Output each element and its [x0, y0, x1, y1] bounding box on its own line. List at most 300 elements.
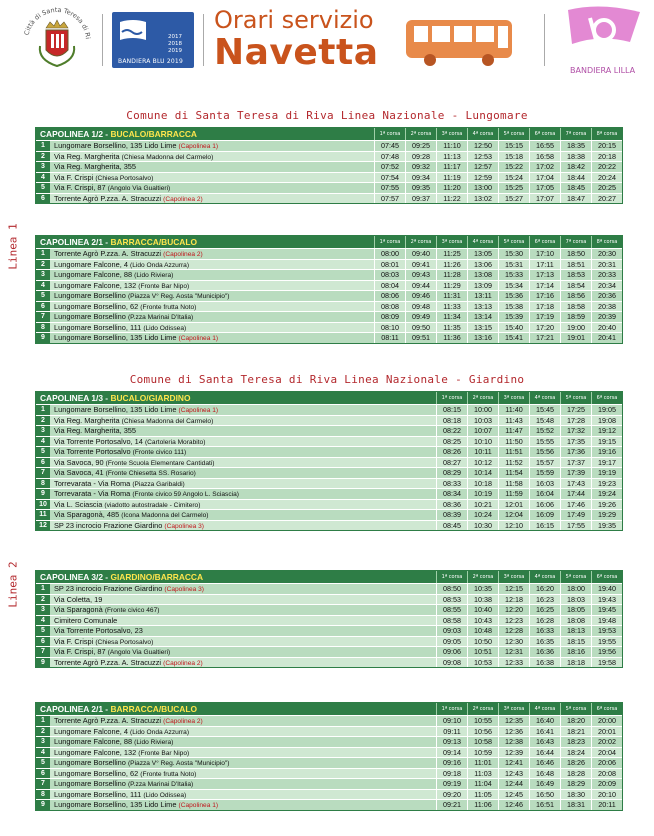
departure-time: 18:18 [560, 658, 591, 668]
departure-time: 17:43 [560, 479, 591, 489]
departure-time: 18:28 [560, 769, 591, 779]
crest-text: Città di Santa Teresa di Ri [22, 6, 92, 40]
table-row [36, 646, 622, 657]
corsa-header: 4ª corsa [467, 128, 498, 140]
stop-label: Lungomare Falcone, 4 [54, 259, 128, 269]
departure-time: 12:33 [498, 658, 529, 668]
stop-note: (Fronte civico 59 Angolo L. Sciascia) [132, 491, 239, 498]
stop-number: 2 [36, 416, 50, 426]
table-row [36, 269, 622, 280]
stop-number: 7 [36, 779, 50, 789]
departure-time: 20:15 [591, 141, 622, 151]
departure-time: 12:01 [498, 500, 529, 510]
table-row [36, 726, 622, 737]
stop-name [50, 141, 374, 151]
city-crest-logo [22, 6, 92, 76]
stop-number: 6 [36, 637, 50, 647]
departure-time: 18:15 [560, 637, 591, 647]
corsa-header: 1ª corsa [436, 392, 467, 404]
capolinea-title [36, 571, 436, 583]
departure-time: 20:38 [591, 302, 622, 312]
departure-time: 20:31 [591, 260, 622, 270]
stop-name [50, 521, 436, 531]
departure-time: 13:11 [467, 291, 498, 301]
departure-time: 07:45 [374, 141, 405, 151]
stop-note: (Lido Odissea) [143, 324, 187, 332]
table-row [36, 446, 622, 457]
corsa-header: 6ª corsa [591, 392, 622, 404]
corsa-header: 2ª corsa [467, 703, 498, 715]
corsa-header: 3ª corsa [498, 571, 529, 583]
stop-label: Lungomare Falcone, 132 [54, 747, 137, 757]
stop-label: Lungomare Borsellino, 135 Lido Lime [54, 405, 177, 414]
departure-time: 11:06 [467, 800, 498, 810]
departure-time: 17:18 [529, 302, 560, 312]
departure-time: 08:33 [436, 479, 467, 489]
capolinea-route: BUCALO/BARRACCA [110, 129, 197, 139]
stop-note: (P.zza Marinai D'Italia) [127, 314, 194, 321]
corsa-header: 1ª corsa [374, 128, 405, 140]
stop-name [50, 647, 436, 657]
departure-time: 15:40 [498, 323, 529, 333]
departure-time: 10:07 [467, 426, 498, 436]
stop-label: SP 23 incrocio Frazione Giardino [54, 584, 163, 593]
departure-time: 16:09 [529, 510, 560, 520]
departure-time: 10:48 [467, 626, 498, 636]
departure-time: 20:11 [591, 800, 622, 810]
departure-time: 08:09 [374, 312, 405, 322]
departure-time: 10:59 [467, 748, 498, 758]
departure-time: 09:13 [436, 737, 467, 747]
departure-time: 09:21 [436, 800, 467, 810]
stop-name [50, 302, 374, 312]
departure-time: 08:26 [436, 447, 467, 457]
departure-time: 11:47 [498, 426, 529, 436]
departure-time: 11:13 [436, 152, 467, 162]
departure-time: 20:02 [591, 737, 622, 747]
departure-time: 10:03 [467, 416, 498, 426]
departure-time: 09:05 [436, 637, 467, 647]
stop-label: Torrente Agrò P.zza. A. Stracuzzi [54, 249, 162, 258]
timetable-1-3 [35, 391, 623, 531]
departure-time: 13:13 [467, 302, 498, 312]
departure-time: 17:05 [529, 183, 560, 193]
table-row [36, 332, 622, 343]
table-row [36, 604, 622, 615]
departure-time: 09:32 [405, 162, 436, 172]
departure-time: 15:30 [498, 249, 529, 259]
stop-note: (Icona Madonna del Carmelo) [121, 512, 209, 519]
timetable-1-2 [35, 127, 623, 204]
departure-time: 08:53 [436, 595, 467, 605]
departure-time: 07:57 [374, 194, 405, 204]
departure-time: 16:43 [529, 737, 560, 747]
departure-time: 18:31 [560, 800, 591, 810]
departure-time: 11:03 [467, 769, 498, 779]
corsa-header: 5ª corsa [498, 128, 529, 140]
stop-label: Torrente Agrò P.zza. A. Stracuzzi [54, 193, 162, 203]
departure-time: 11:19 [436, 173, 467, 183]
departure-time: 15:36 [498, 291, 529, 301]
stop-name [50, 162, 374, 172]
departure-time: 16:15 [529, 521, 560, 531]
stop-note: (Fronte frutta Noto) [140, 770, 197, 778]
stop-label: Lungomare Borsellino, 62 [54, 768, 139, 778]
departure-time: 09:35 [405, 183, 436, 193]
departure-time: 18:13 [560, 626, 591, 636]
departure-time: 20:41 [591, 333, 622, 343]
departure-time: 08:36 [436, 500, 467, 510]
stop-label: Lungomare Falcone, 4 [54, 726, 128, 736]
header [0, 0, 654, 80]
departure-time: 08:45 [436, 521, 467, 531]
stop-label: Via F. Crispi [54, 172, 94, 182]
departure-time: 16:06 [529, 500, 560, 510]
departure-time: 17:55 [560, 521, 591, 531]
departure-time: 18:21 [560, 727, 591, 737]
departure-time: 10:56 [467, 727, 498, 737]
stop-label: Via Torrente Portosalvo, 14 [54, 436, 143, 446]
stop-number: 1 [36, 141, 50, 151]
bandiera-blu-label: BANDIERA BLU 2019 [118, 58, 183, 65]
title-line-1: Orari servizio [214, 6, 374, 34]
departure-time: 16:35 [529, 637, 560, 647]
stop-number: 1 [36, 716, 50, 726]
stop-label: Via Torrente Portosalvo, 23 [54, 626, 143, 635]
capolinea-prefix: CAPOLINEA 2/1 - [40, 704, 109, 714]
departure-time: 17:04 [529, 173, 560, 183]
stop-label: Via L. Sciascia [54, 499, 103, 509]
departure-time: 10:50 [467, 637, 498, 647]
departure-time: 16:20 [529, 584, 560, 594]
departure-time: 08:01 [374, 260, 405, 270]
departure-time: 08:22 [436, 426, 467, 436]
departure-time: 09:06 [436, 647, 467, 657]
table-row [36, 520, 622, 531]
departure-time: 19:55 [591, 637, 622, 647]
stop-label: Lungomare Borsellino [54, 758, 126, 767]
departure-time: 10:14 [467, 468, 498, 478]
stop-name [50, 312, 374, 322]
departure-time: 10:10 [467, 437, 498, 447]
departure-time: 10:51 [467, 647, 498, 657]
stop-name [50, 727, 436, 737]
stop-name [50, 779, 436, 789]
stop-name [50, 595, 436, 605]
departure-time: 15:57 [529, 458, 560, 468]
stop-name [50, 584, 436, 594]
corsa-header: 3ª corsa [498, 392, 529, 404]
stop-number: 9 [36, 800, 50, 810]
capolinea-prefix: CAPOLINEA 1/2 - [40, 129, 109, 139]
departure-time: 08:34 [436, 489, 467, 499]
departure-time: 08:50 [436, 584, 467, 594]
stop-note: (Fronte civico 111) [132, 449, 187, 456]
departure-time: 15:55 [529, 437, 560, 447]
stop-note: (Fronte Scuola Elementare Cantidati) [105, 459, 215, 467]
stop-number: 5 [36, 758, 50, 768]
departure-time: 19:58 [591, 658, 622, 668]
capolinea-title [36, 392, 436, 404]
stop-note: (Fronte Bar Nipo) [138, 282, 190, 290]
stop-number: 2 [36, 727, 50, 737]
departure-time: 19:35 [591, 521, 622, 531]
departure-time: 10:38 [467, 595, 498, 605]
departure-time: 20:00 [591, 716, 622, 726]
table-row [36, 248, 622, 259]
corsa-header: 3ª corsa [436, 128, 467, 140]
corsa-header: 4ª corsa [529, 571, 560, 583]
corsa-header: 6ª corsa [591, 703, 622, 715]
table-row [36, 715, 622, 726]
bandiera-blu-logo [112, 12, 194, 68]
stop-number: 2 [36, 260, 50, 270]
departure-time: 18:53 [560, 270, 591, 280]
departure-time: 07:54 [374, 173, 405, 183]
departure-time: 20:18 [591, 152, 622, 162]
departure-time: 10:00 [467, 405, 498, 415]
table-row [36, 151, 622, 162]
departure-time: 12:50 [467, 141, 498, 151]
departure-time: 12:44 [498, 779, 529, 789]
departure-time: 15:22 [498, 162, 529, 172]
stop-note: (Cartoleria Morabito) [144, 438, 206, 446]
departure-time: 08:15 [436, 405, 467, 415]
departure-time: 17:10 [529, 249, 560, 259]
departure-time: 12:20 [498, 605, 529, 615]
stop-number: 5 [36, 183, 50, 193]
stop-number: 3 [36, 605, 50, 615]
bandiera-blu-years: 2017 2018 2019 [168, 34, 182, 54]
departure-time: 20:25 [591, 183, 622, 193]
stop-name [50, 790, 436, 800]
departure-time: 20:06 [591, 758, 622, 768]
stop-name [50, 458, 436, 468]
stop-note: (Lido Riviera) [134, 272, 174, 279]
departure-time: 10:24 [467, 510, 498, 520]
stop-name [50, 510, 436, 520]
departure-time: 12:31 [498, 647, 529, 657]
departure-time: 09:16 [436, 758, 467, 768]
departure-time: 16:25 [529, 605, 560, 615]
departure-time: 09:50 [405, 323, 436, 333]
table-row [36, 322, 622, 333]
departure-time: 10:35 [467, 584, 498, 594]
stop-name [50, 447, 436, 457]
departure-time: 18:50 [560, 249, 591, 259]
departure-time: 08:00 [374, 249, 405, 259]
departure-time: 18:54 [560, 281, 591, 291]
table-row [36, 789, 622, 800]
departure-time: 18:24 [560, 748, 591, 758]
departure-time: 07:52 [374, 162, 405, 172]
stop-label: Via Sparagonà [54, 605, 103, 614]
departure-time: 12:30 [498, 637, 529, 647]
stop-label: Via Torrente Portosalvo [54, 447, 131, 456]
capolinea-prefix: CAPOLINEA 1/3 - [40, 393, 109, 403]
stop-label: Via Reg. Margherita [54, 151, 120, 161]
table-row [36, 615, 622, 626]
capolinea-marker: (Capolinea 3) [164, 522, 204, 530]
departure-time: 18:30 [560, 790, 591, 800]
capolinea-marker: (Capolinea 1) [178, 802, 219, 809]
departure-time: 08:25 [436, 437, 467, 447]
departure-time: 09:18 [436, 769, 467, 779]
departure-time: 11:59 [498, 489, 529, 499]
departure-time: 16:46 [529, 758, 560, 768]
table-row [36, 768, 622, 779]
stop-name [50, 437, 436, 447]
departure-time: 17:19 [529, 312, 560, 322]
stop-note: (Lido Onda Azzurra) [130, 261, 190, 269]
departure-time: 16:49 [529, 779, 560, 789]
stop-label: Via Sparagonà, 485 [54, 510, 120, 519]
corsa-header: 1ª corsa [436, 571, 467, 583]
departure-time: 20:09 [591, 779, 622, 789]
stop-note: (Chiesa Portosalvo) [95, 174, 154, 182]
departure-time: 09:44 [405, 281, 436, 291]
stop-name [50, 260, 374, 270]
table-header-row [36, 236, 622, 248]
departure-time: 16:48 [529, 769, 560, 779]
stop-name [50, 249, 374, 259]
departure-time: 19:08 [591, 416, 622, 426]
departure-time: 15:24 [498, 173, 529, 183]
stop-number: 11 [36, 510, 50, 520]
departure-time: 18:38 [560, 152, 591, 162]
departure-time: 08:29 [436, 468, 467, 478]
stop-number: 4 [36, 437, 50, 447]
departure-time: 11:29 [436, 281, 467, 291]
departure-time: 17:13 [529, 270, 560, 280]
stop-label: Via F. Crispi [54, 636, 94, 646]
departure-time: 16:33 [529, 626, 560, 636]
departure-time: 18:56 [560, 291, 591, 301]
departure-time: 12:39 [498, 748, 529, 758]
departure-time: 08:11 [374, 333, 405, 343]
departure-time: 15:41 [498, 333, 529, 343]
stop-label: Via Reg. Margherita, 355 [54, 162, 137, 171]
stop-name [50, 489, 436, 499]
departure-time: 09:40 [405, 249, 436, 259]
departure-time: 17:20 [529, 323, 560, 333]
departure-time: 09:25 [405, 141, 436, 151]
stop-name [50, 716, 436, 726]
departure-time: 12:18 [498, 595, 529, 605]
departure-time: 12:35 [498, 716, 529, 726]
departure-time: 17:28 [560, 416, 591, 426]
departure-time: 20:08 [591, 769, 622, 779]
stop-name [50, 737, 436, 747]
departure-time: 10:11 [467, 447, 498, 457]
stop-name [50, 748, 436, 758]
stop-label: Torrevarata - Via Roma [54, 489, 131, 498]
departure-time: 15:59 [529, 468, 560, 478]
departure-time: 08:55 [436, 605, 467, 615]
stop-label: Torrevarata - Via Roma [54, 478, 131, 488]
capolinea-title [36, 128, 374, 140]
departure-time: 19:24 [591, 489, 622, 499]
departure-time: 15:45 [529, 405, 560, 415]
stop-label: Via Reg. Margherita [54, 415, 120, 425]
departure-time: 11:34 [436, 312, 467, 322]
capolinea-route: GIARDINO/BARRACCA [110, 572, 204, 582]
stop-note: (Piazza V° Reg. Aosta "Municipio") [127, 760, 230, 767]
stop-number: 7 [36, 647, 50, 657]
stop-name [50, 605, 436, 615]
departure-time: 17:21 [529, 333, 560, 343]
capolinea-marker: (Capolinea 2) [163, 659, 203, 667]
stop-label: Lungomare Borsellino, 62 [54, 301, 139, 311]
stop-note: (Lido Riviera) [134, 739, 174, 746]
stop-number: 6 [36, 194, 50, 204]
departure-time: 20:27 [591, 194, 622, 204]
departure-time: 12:10 [498, 521, 529, 531]
departure-time: 20:04 [591, 748, 622, 758]
departure-time: 20:36 [591, 291, 622, 301]
departure-time: 20:22 [591, 162, 622, 172]
capolinea-route: BARRACCA/BUCALO [110, 704, 197, 714]
stop-number: 3 [36, 162, 50, 172]
departure-time: 17:02 [529, 162, 560, 172]
departure-time: 20:40 [591, 323, 622, 333]
departure-time: 17:49 [560, 510, 591, 520]
stop-name [50, 323, 374, 333]
departure-time: 20:24 [591, 173, 622, 183]
departure-time: 17:16 [529, 291, 560, 301]
departure-time: 18:23 [560, 737, 591, 747]
departure-time: 19:29 [591, 510, 622, 520]
stop-number: 4 [36, 748, 50, 758]
table-row [36, 478, 622, 489]
departure-time: 10:12 [467, 458, 498, 468]
stop-name [50, 800, 436, 810]
departure-time: 11:36 [436, 333, 467, 343]
departure-time: 20:33 [591, 270, 622, 280]
stop-note: (Piazza V° Reg. Aosta "Municipio") [127, 293, 230, 300]
departure-time: 17:37 [560, 458, 591, 468]
departure-time: 11:25 [436, 249, 467, 259]
departure-time: 11:01 [467, 758, 498, 768]
departure-time: 11:35 [436, 323, 467, 333]
corsa-header: 4ª corsa [529, 703, 560, 715]
stop-number: 3 [36, 270, 50, 280]
table-row [36, 182, 622, 193]
departure-time: 08:10 [374, 323, 405, 333]
departure-time: 09:08 [436, 658, 467, 668]
departure-time: 18:58 [560, 302, 591, 312]
capolinea-prefix: CAPOLINEA 2/1 - [40, 237, 109, 247]
table-header-row [36, 571, 622, 583]
departure-time: 08:03 [374, 270, 405, 280]
departure-time: 18:05 [560, 605, 591, 615]
departure-time: 18:51 [560, 260, 591, 270]
table-row [36, 799, 622, 810]
departure-time: 11:22 [436, 194, 467, 204]
departure-time: 16:41 [529, 727, 560, 737]
stop-number: 9 [36, 658, 50, 668]
departure-time: 19:43 [591, 595, 622, 605]
stop-note: (Angolo Via Gualtieri) [107, 185, 171, 192]
departure-time: 16:51 [529, 800, 560, 810]
departure-time: 17:36 [560, 447, 591, 457]
section-title-linea-1: Comune di Santa Teresa di Riva Linea Nazionale - Lungomare [126, 109, 528, 122]
corsa-header: 5ª corsa [560, 392, 591, 404]
stop-number: 8 [36, 479, 50, 489]
departure-time: 19:48 [591, 616, 622, 626]
departure-time: 11:40 [498, 405, 529, 415]
stop-label: Lungomare Borsellino [54, 291, 126, 300]
